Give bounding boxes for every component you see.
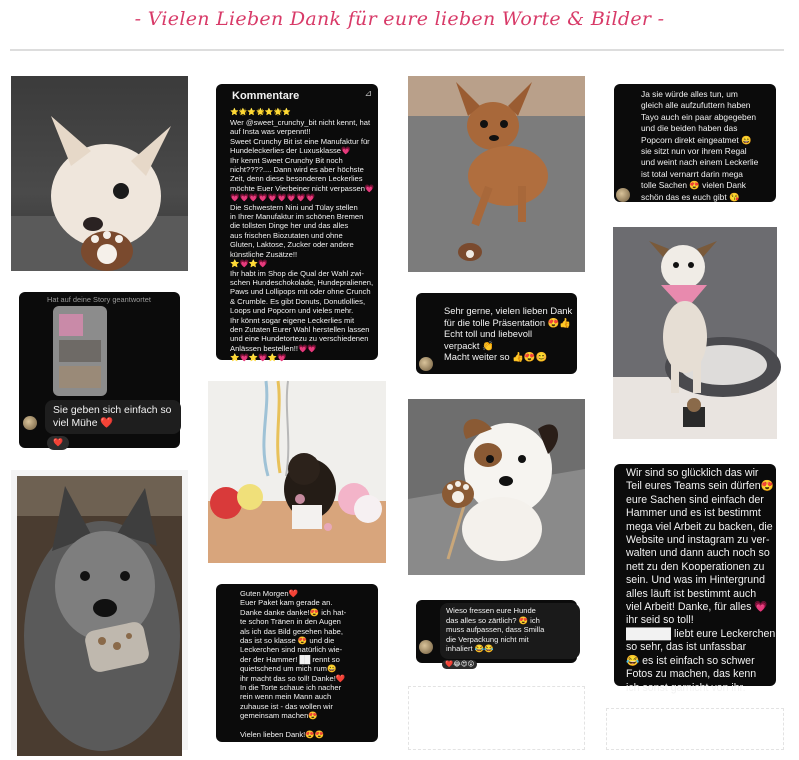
question-line: die Verpackung nicht mit (446, 634, 529, 644)
comments-line: künstliche Zusätze!! (230, 249, 298, 259)
comments-line: Hundeleckerlies der Luxusklasse💗 (230, 146, 351, 156)
story-thumb-image-1 (59, 314, 83, 336)
morning-line: gemeinsam machen😍 (240, 711, 318, 721)
thanks-line: verpackt 👏 (444, 339, 494, 351)
team-line: Fotos zu machen, das kenn (626, 668, 757, 681)
team-line: ihr seid so toll! (626, 614, 694, 627)
tayo-line: Tayo auch ein paar abgegeben (641, 111, 757, 122)
party-dog-photo (208, 381, 386, 563)
comments-line: & Crumble. Es gibt Donuts, Donutlollies, (230, 296, 366, 306)
comments-filter-icon[interactable]: ⊿ (364, 89, 372, 99)
question-body (446, 606, 578, 654)
thanks-line: Echt toll und liebevoll (444, 328, 533, 340)
morning-line: quietschend um mich rum😀 (240, 664, 337, 674)
morning-line: ihr macht das so toll! Danke!❤️ (240, 673, 346, 683)
morning-line: Euer Paket kam gerade an. (240, 598, 333, 608)
comments-body (230, 118, 390, 363)
story-reply-header: Hat auf deine Story geantwortet (47, 295, 151, 304)
tayo-line: und weint nach einem Leckerlie (641, 157, 759, 168)
tayo-message-panel (614, 84, 776, 202)
comments-line: Sweet Crunchy Bit ist eine Manufaktur für (230, 136, 370, 146)
question-line: inhaliert 😂😂 (446, 644, 494, 654)
page-header (0, 0, 799, 50)
story-user-avatar[interactable] (23, 416, 37, 430)
page-title: - Vielen Lieben Dank für eure lieben Worte & Bilder - (134, 8, 665, 30)
thanks-line: Sehr gerne, vielen lieben Dank (444, 305, 573, 316)
question-line: das alles so zärtlich? 😍 ich (446, 615, 540, 625)
empty-placeholder-card (408, 686, 585, 750)
team-line: sein. Und was im Hintergrund (626, 574, 765, 587)
team-line: ich sonst garnicht von ihr. (626, 681, 746, 694)
morning-line: als ich das Bild gesehen habe, (240, 626, 344, 636)
chihuahua-photo (11, 76, 188, 271)
thanks-reply-avatar[interactable] (419, 357, 433, 371)
heart-icon: ❤️ (53, 438, 63, 447)
comments-line: die tollsten Dinge her und das alles (230, 221, 349, 231)
tayo-body (641, 89, 789, 203)
team-line: so sehr, das ist unfassbar (626, 641, 747, 654)
morning-line: te schon Tränen in den Augen (240, 617, 341, 627)
comments-header: Kommentare (232, 90, 300, 102)
team-body (626, 467, 792, 695)
story-reaction-badge[interactable] (47, 436, 69, 450)
terrier-photo-card[interactable] (408, 399, 585, 575)
question-bubble (440, 603, 580, 659)
team-line: mega viel Arbeit zu backen, die (626, 520, 773, 533)
chihuahua-photo-card[interactable] (11, 76, 188, 271)
comments-line: möchte Euer Vierbeiner nicht verpassen💗 (230, 183, 375, 193)
team-message-card[interactable] (606, 456, 784, 694)
story-reply-card[interactable] (11, 284, 188, 456)
comments-line: Paws und Lollipops mit oder ohne Crunch (230, 287, 371, 297)
team-line: Wir sind so glücklich das wir (626, 467, 759, 479)
comments-line: aus frischen Biozutaten und ohne (230, 230, 343, 240)
wolf-dog-photo-card[interactable] (11, 470, 188, 750)
comments-line: auf Insta was verpennt!! (230, 127, 311, 137)
team-line: Teil eures Teams sein dürfen😍 (626, 480, 774, 493)
team-line: 😂 es ist einfach so schwer (626, 654, 755, 667)
morning-line: Guten Morgen❤️ (240, 589, 298, 598)
tayo-line: Ja sie würde alles tun, um (641, 89, 738, 99)
comments-line: ⭐💗⭐💗⭐💗 (230, 353, 287, 363)
comments-line: nicht????.... Dann wird es aber höchste (230, 165, 364, 175)
team-line: viel Arbeit! Danke, für alles 💗 (626, 601, 768, 614)
comments-line: Ihr habt im Shop die Qual der Wahl zwi- (230, 268, 364, 278)
question-message-panel (416, 600, 577, 668)
thanks-line: Macht weiter so 👍😍😊 (444, 351, 548, 363)
tayo-line: schön das es euch gibt 😘 (641, 191, 740, 202)
tayo-line: tolle Sachen 😍 vielen Dank (641, 180, 746, 191)
thanks-reply-card[interactable] (408, 285, 585, 382)
comments-card[interactable] (208, 76, 386, 368)
terrier-photo (408, 399, 585, 575)
comments-emoji-top: ⭐🌟⭐🌟⭐🌟⭐ (230, 109, 292, 116)
comments-panel (216, 84, 378, 363)
comments-line: 💗💗💗💗💗💗💗💗💗 (230, 193, 316, 203)
tayo-line: und die beiden haben das (641, 123, 738, 134)
tayo-line: ist total vernarrt darin mega (641, 168, 743, 179)
thanks-reply-panel (416, 293, 577, 374)
tayo-message-card[interactable] (606, 76, 784, 210)
morning-line: Vielen lieben Dank!😍😍 (240, 729, 325, 739)
story-message-bubble (45, 400, 181, 434)
comments-line: den Zutaten Eurer Wahl herstellen lassen (230, 324, 370, 334)
morning-message-card[interactable] (208, 576, 386, 750)
team-line: alles läuft ist bestimmt auch (626, 587, 757, 600)
comments-line: ⭐💗⭐💗 (230, 259, 268, 269)
team-message-panel (614, 464, 776, 694)
morning-line (240, 721, 390, 730)
morning-line: Danke danke danke!😍 ich hat- (240, 607, 347, 617)
story-reply-panel (19, 292, 180, 448)
question-message-card[interactable] (408, 592, 585, 671)
empty-placeholder-card (606, 708, 784, 750)
team-line: eure Sachen sind einfach der (626, 493, 764, 506)
comments-line: Loops und Popcorn und vieles mehr. (230, 306, 354, 316)
comments-line: Ihr könnt sogar eigene Leckerlies mit (230, 315, 355, 325)
morning-line: rein wenn mein Mann auch (240, 692, 332, 702)
tayo-line: Popcorn direkt eingeatmet 😄 (641, 134, 752, 145)
question-line: Wieso fressen eure Hunde (446, 606, 536, 615)
morning-line: Leckerchen sind natürlich wie- (240, 645, 343, 655)
scarf-dog-photo (613, 227, 777, 439)
brown-chihuahua-photo (408, 76, 585, 272)
comments-line: Ihr kennt Sweet Crunchy Bit noch (230, 155, 343, 165)
question-reactions[interactable]: ❤️😂😍😮 (442, 660, 477, 669)
comments-line: in Ihrer Manufaktur im schönen Bremen (230, 212, 364, 222)
comments-line: Die Schwestern Nini und Tülay stellen (230, 202, 358, 212)
team-line: Hammer und es ist bestimmt (626, 507, 761, 520)
thanks-reply-body (444, 305, 589, 363)
team-line: ██████ liebt eure Leckerchen (626, 627, 776, 640)
team-line: nett zu den Kooperationen zu (626, 560, 765, 573)
morning-line: der der Hammer! ██ rennt so (240, 654, 340, 664)
morning-message-body (240, 589, 390, 739)
brown-chihuahua-photo-card[interactable] (408, 76, 585, 272)
team-line: walten und dann auch noch so (626, 547, 770, 560)
story-message-text: Sie geben sich einfach so viel Mühe ❤️ (53, 405, 172, 429)
thanks-line: für die tolle Präsentation 😍👍 (444, 316, 572, 328)
comments-line: Anlässen bestellen!!💗💗 (230, 343, 317, 353)
comments-line: Gluten, Laktose, Zucker oder andere (230, 240, 354, 250)
story-thumbnail[interactable] (53, 306, 107, 396)
story-thumb-image-3 (59, 366, 101, 388)
comments-line: und eine Hundetortezu zu verschiedenen (230, 334, 369, 344)
morning-line: das ist so klasse 😍 und die (240, 636, 335, 646)
header-divider (10, 49, 784, 51)
story-thumb-image-2 (59, 340, 101, 362)
wolf-dog-photo (17, 476, 182, 756)
morning-message-panel (216, 584, 378, 742)
tayo-avatar[interactable] (616, 188, 630, 202)
comments-line: Wer @sweet_crunchy_bit nicht kennt, hat (230, 118, 371, 127)
comments-line: Zeit, denn diese besonderen Leckerlies (230, 174, 363, 184)
question-avatar[interactable] (419, 640, 433, 654)
party-dog-photo-card[interactable] (208, 381, 386, 563)
morning-line: In die Torte schaue ich nacher (240, 683, 342, 693)
question-line: muss aufpassen, dass Smilla (446, 625, 545, 635)
morning-line: zuhause ist - das wollen wir (240, 701, 333, 711)
tayo-line: gleich alle aufzufuttern haben (641, 100, 751, 111)
comments-line: schen Hundeschokolade, Hundepralienen, (230, 277, 374, 287)
tayo-line: sie sitzt nun vor ihrem Regal (641, 146, 747, 157)
scarf-dog-photo-card[interactable] (606, 220, 784, 446)
team-line: Website und instagram zu ver- (626, 534, 770, 547)
